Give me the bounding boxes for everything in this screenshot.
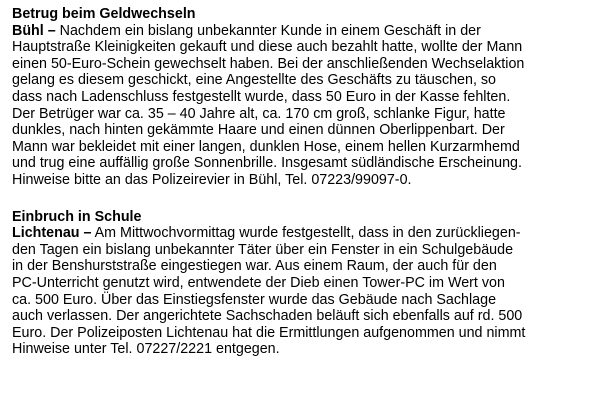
article-line: [12, 23, 608, 40]
article-betrug: [12, 6, 608, 189]
article-line: den Tagen ein bislang unbekannter Täter über ein Fenster in ein Schulgebäude: [12, 241, 514, 258]
article-line: Mann war bekleidet mit einer langen, dunklen Hose, einem hellen Kurzarmhemd: [12, 138, 520, 155]
article-headline: Betrug beim Geldwechseln: [12, 6, 196, 22]
document-page: [12, 6, 608, 358]
article-text: Nachdem ein bislang unbekannter Kunde in einem Geschäft in der: [55, 22, 481, 39]
article-line: dunkles, nach hinten gekämmte Haare und einen dünnen Oberlippenbart. Der: [12, 122, 505, 139]
article-line: ca. 500 Euro. Über das Einstiegsfenster wurde das Gebäude nach Sachlage: [12, 291, 497, 308]
article-headline: Einbruch in Schule: [12, 208, 142, 225]
article-line: [12, 225, 608, 242]
article-line: in der Benshurststraße eingestiegen war. Aus einem Raum, der auch für den: [12, 258, 497, 275]
article-line: und trug eine auffällig große Sonnenbrille. Insgesamt südländische Erscheinung.: [12, 155, 522, 172]
article-einbruch: [12, 209, 608, 358]
article-text: Am Mittwochvormittag wurde festgestellt, dass in den zurückliegen-: [91, 225, 521, 242]
article-line: auch verlassen. Der angerichtete Sachschaden beläuft sich ebenfalls auf rd. 500: [12, 308, 523, 325]
article-line: Hinweise unter Tel. 07227/2221 entgegen.: [12, 341, 280, 358]
article-line: einen 50-Euro-Schein gewechselt haben. Bei der anschließenden Wechselaktion: [12, 55, 525, 72]
article-line: Hinweise bitte an das Polizeirevier in Bühl, Tel. 07223/99097-0.: [12, 171, 412, 188]
article-dateline: Lichtenau –: [12, 225, 92, 242]
article-line: Hauptstraße Kleinigkeiten gekauft und diese auch bezahlt hatte, wollte der Mann: [12, 39, 523, 56]
article-line: gelang es diesem geschickt, eine Angestellte des Geschäfts zu täuschen, so: [12, 72, 496, 89]
article-line: Euro. Der Polizeiposten Lichtenau hat die Ermittlungen aufgenommen und nimmt: [12, 324, 526, 341]
article-line: dass nach Ladenschluss festgestellt wurde, dass 50 Euro in der Kasse fehlten.: [12, 88, 511, 105]
article-dateline: Bühl –: [12, 22, 56, 39]
article-line: Der Betrüger war ca. 35 – 40 Jahre alt, ca. 170 cm groß, schlanke Figur, hatte: [12, 105, 506, 122]
article-line: PC-Unterricht genutzt wird, entwendete der Dieb einen Tower-PC im Wert von: [12, 274, 505, 291]
